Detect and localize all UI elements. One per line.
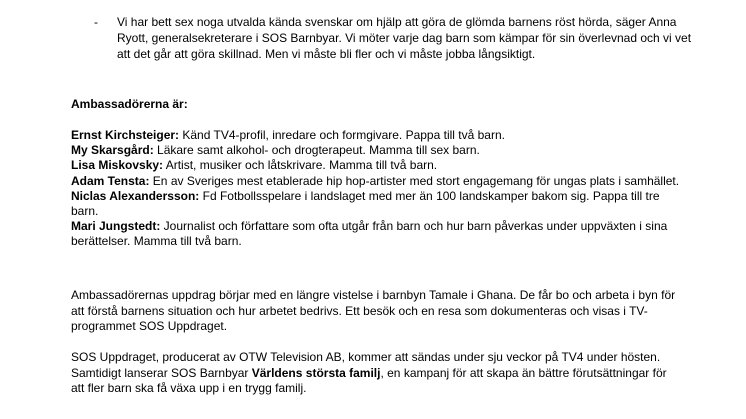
campaign-name: Världens största familj	[251, 365, 381, 380]
ambassador-name: My Skarsgård:	[71, 143, 154, 158]
quote-block	[94, 14, 694, 62]
quote-dash: -	[94, 15, 98, 29]
broadcast-text-end: , en kampanj för att skapa än bättre förutsättningar för att fler barn ska få växa upp i en trygg familj.	[71, 365, 667, 395]
ambassador-name: Niclas Alexandersson:	[71, 188, 200, 203]
ambassador-description: Fd Fotbollsspelare i landslaget med mer än 100 landskamper bakom sig. Pappa till tre barn.	[71, 188, 660, 219]
ambassador-description: Läkare samt alkohol- och drogterapeut. Mamma till sex barn.	[153, 143, 480, 158]
ambassador-description: Artist, musiker och låtskrivare. Mamma till två barn.	[163, 158, 438, 173]
ambassador-description: Journalist och författare som ofta utgår från barn och hur barn påverkas under uppväxten i sina berättelser. Mamma till två barn.	[71, 219, 668, 249]
ambassador-entry	[71, 143, 681, 158]
ambassador-entry	[71, 174, 681, 189]
ambassador-entry	[71, 219, 681, 249]
ambassador-name: Mari Jungstedt:	[71, 219, 161, 234]
ambassador-name: Lisa Miskovsky:	[71, 158, 164, 173]
broadcast-text-start: SOS Uppdraget, producerat av OTW Television AB, kommer att sändas under sju veckor på TV4 under hösten. Samtidigt lanserar SOS Barnbyar	[71, 350, 661, 380]
broadcast-paragraph	[71, 350, 681, 397]
ambassador-entry	[71, 128, 681, 143]
ambassador-description: Känd TV4-profil, inredare och formgivare. Pappa till två barn.	[179, 128, 505, 142]
ambassador-entry	[71, 158, 681, 173]
ambassador-entry	[71, 189, 681, 219]
mission-paragraph: Ambassadörernas uppdrag börjar med en längre vistelse i barnbyn Tamale i Ghana. De får bo och arbeta i byn för att förstå barnens situation och hur arbetet bedrivs. Ett besök och en resa som dokumenteras och visas i TV-programmet SOS Uppdraget.	[71, 288, 676, 333]
quote-text: Vi har bett sex noga utvalda kända svenskar om hjälp att göra de glömda barnens röst hörda, säger Anna Ryott, generalsekreterare i SOS Barnbyar. Vi möter varje dag barn som kämpar för sin överlevnad och vi vet att det går att göra skillnad. Men vi måste bli fler och vi måste jobba långsiktigt.	[117, 15, 692, 61]
ambassadors-heading: Ambassadörerna är:	[71, 97, 188, 111]
ambassador-name: Adam Tensta:	[71, 173, 150, 188]
ambassador-name: Ernst Kirchsteiger:	[71, 128, 180, 142]
ambassador-description: En av Sveriges mest etablerade hip hop-artister med stort engagemang för ungas plats i samhället.	[149, 173, 680, 188]
ambassador-list	[71, 128, 681, 250]
